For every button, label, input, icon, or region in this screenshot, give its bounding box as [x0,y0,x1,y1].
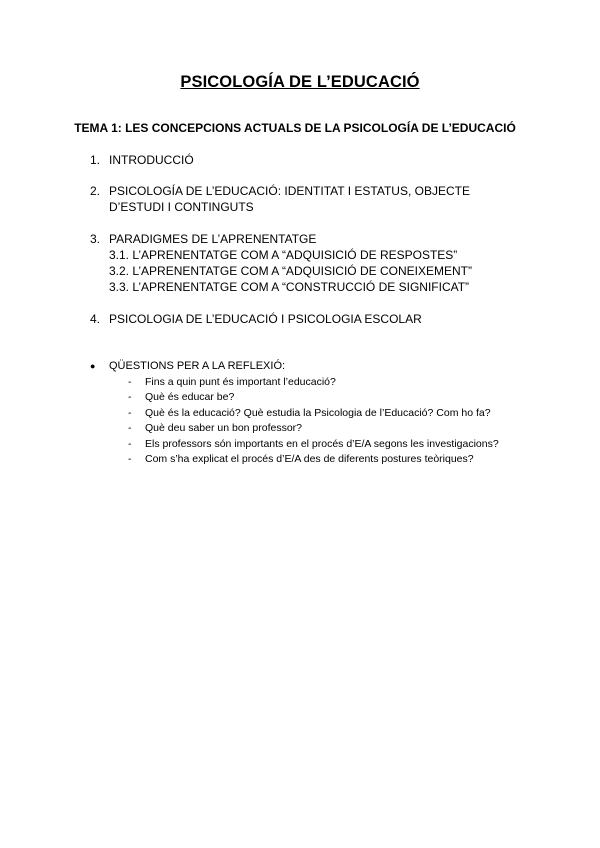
questions-heading-text: QÜESTIONS PER A LA REFLEXIÓ: [109,360,286,372]
dash-icon: - [128,406,132,419]
question-item [90,437,570,452]
reflection-questions [90,359,570,467]
section-item-3 [90,231,472,295]
bullet-icon: ● [90,361,96,371]
question-item [90,421,570,436]
subsection-3-2: 3.2. L’APRENENTATGE COM A “ADQUISICIÓ DE CONEIXEMENT” [109,264,472,278]
question-text: Què és educar be? [145,391,235,404]
section-number: 3. [90,232,101,246]
section-text: INTRODUCCIÓ [109,153,194,167]
dash-icon: - [128,437,132,450]
questions-list [90,375,570,467]
subsection-3-3: 3.3. L’APRENENTATGE COM A “CONSTRUCCIÓ DE SIGNIFICAT” [109,280,470,294]
dash-icon: - [128,453,132,466]
section-text-continued: D’ESTUDI I CONTINGUTS [109,200,254,214]
question-item [90,375,570,390]
question-text: Fins a quin punt és important l’educació? [145,376,336,388]
page-title: PSICOLOGÍA DE L’EDUCACIÓ [180,73,420,91]
topic-heading: TEMA 1: LES CONCEPCIONS ACTUALS DE LA PSICOLOGÍA DE L’EDUCACIÓ [74,121,516,135]
section-item-2 [90,183,470,215]
section-text: PARADIGMES DE L’APRENENTATGE [109,232,317,246]
section-number: 2. [90,184,101,198]
question-item [90,452,570,467]
subsection-3-1: 3.1. L’APRENENTATGE COM A “ADQUISICIÓ DE RESPOSTES” [109,248,458,262]
question-item [90,390,570,405]
question-text: Com s’ha explicat el procés d’E/A des de diferents postures teòriques? [145,453,474,466]
section-item-1 [90,152,194,168]
question-text: Què deu saber un bon professor? [145,422,303,435]
questions-heading [90,359,570,374]
section-number: 4. [90,312,101,326]
section-number: 1. [90,153,101,167]
section-text: PSICOLOGIA DE L’EDUCACIÓ I PSICOLOGIA ESCOLAR [109,312,422,326]
question-text: Què és la educació? Què estudia la Psicologia de l’Educació? Com ho fa? [145,406,491,419]
dash-icon: - [128,376,132,388]
question-item [90,406,570,421]
dash-icon: - [128,391,132,404]
question-text: Els professors són importants en el procés d’E/A segons les investigacions? [145,437,499,450]
section-text: PSICOLOGÍA DE L’EDUCACIÓ: IDENTITAT I ESTATUS, OBJECTE [109,184,470,198]
section-item-4 [90,311,422,327]
dash-icon: - [128,422,132,435]
